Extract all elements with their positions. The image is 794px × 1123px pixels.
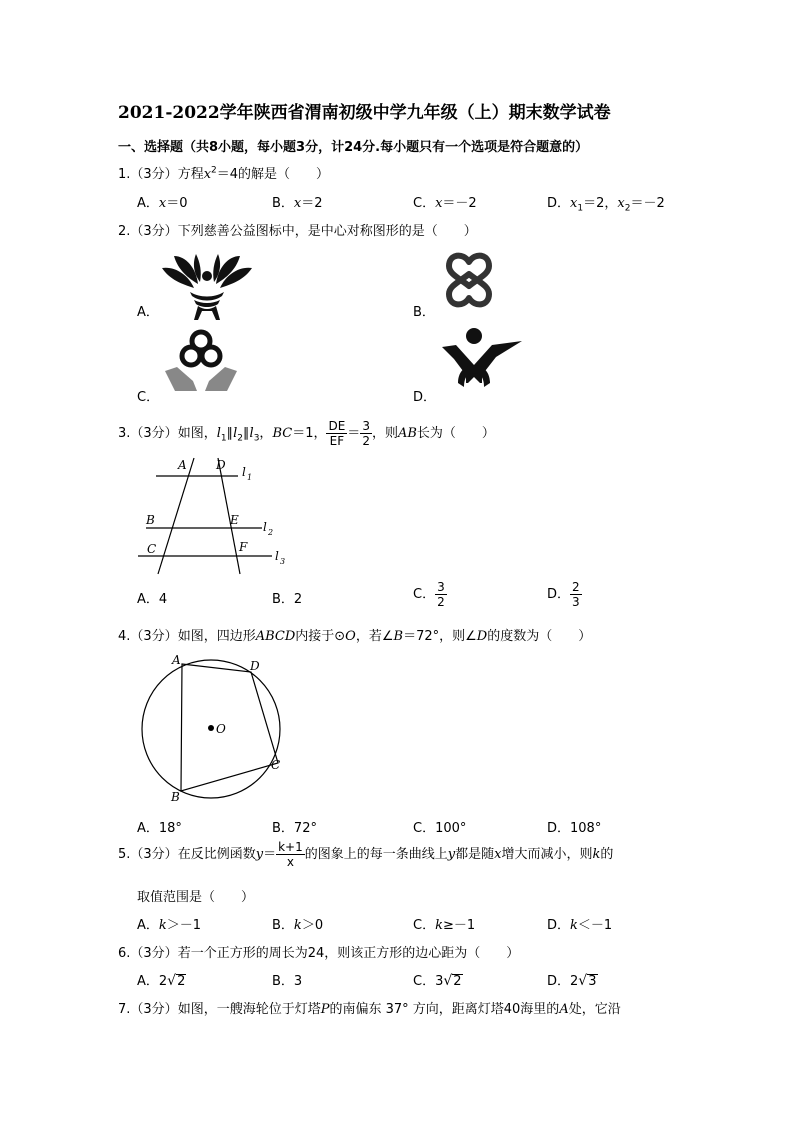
- question-text: 内接于⊙: [295, 629, 346, 644]
- option-d[interactable]: [547, 580, 582, 609]
- question-text: 如图，一艘海轮位于灯塔: [177, 1002, 321, 1017]
- subscript: 1: [577, 203, 584, 214]
- question-text: ＝4的解是（ ）: [216, 167, 330, 182]
- option-c[interactable]: C．100°: [413, 821, 467, 836]
- question-2: [118, 220, 477, 239]
- question-number: 4.: [118, 629, 131, 644]
- subscript: 3: [253, 433, 260, 444]
- question-points: （3分）: [130, 629, 178, 644]
- fraction-denominator: 2: [362, 434, 370, 448]
- point-label-f: F: [239, 540, 248, 554]
- option-a[interactable]: A．18°: [137, 821, 182, 836]
- option-text: ＝0: [166, 196, 188, 211]
- question-text: ，若∠: [355, 629, 394, 644]
- fraction: [570, 580, 582, 609]
- point-label-a: A: [172, 653, 181, 667]
- variable: O: [345, 629, 356, 644]
- question-3: [118, 419, 495, 448]
- variable: l: [249, 426, 254, 441]
- fraction-denominator: 2: [437, 595, 445, 609]
- question-text: 下列慈善公益图标中，是中心对称图形的是（ ）: [177, 224, 477, 239]
- subscript: 2: [624, 203, 631, 214]
- fraction: [326, 419, 347, 448]
- fraction: [276, 840, 305, 869]
- variable: l: [216, 426, 221, 441]
- option-label: C．: [413, 196, 436, 211]
- variable: k: [592, 847, 601, 862]
- question-number: 7.: [118, 1002, 131, 1017]
- variable: x: [435, 196, 443, 211]
- point-label-d: D: [250, 659, 260, 673]
- question-text: ＝1，: [292, 426, 327, 441]
- point-label-d: D: [216, 458, 226, 472]
- page-title: 2021-2022学年陕西省渭南初级中学九年级（上）期末数学试卷: [118, 103, 611, 123]
- fraction-numerator: 3: [437, 580, 445, 594]
- option-b[interactable]: B．72°: [272, 821, 317, 836]
- question-text: 增大而减小，则: [501, 847, 593, 862]
- equals-sign: ＝: [263, 847, 277, 862]
- question-text: 的度数为（ ）: [487, 629, 592, 644]
- variable: k: [435, 918, 443, 933]
- question-text: 方程: [177, 167, 204, 182]
- option-label: B．: [272, 918, 294, 933]
- interlocking-hearts-icon: [437, 248, 501, 312]
- point-label-c: C: [271, 758, 281, 772]
- option-b[interactable]: B．3: [272, 974, 303, 989]
- option-c[interactable]: [413, 914, 475, 933]
- option-d[interactable]: D．: [413, 390, 437, 405]
- person-figure-icon: [440, 327, 524, 393]
- option-text: ＜－1: [577, 918, 613, 933]
- option-label: A．: [137, 918, 159, 933]
- radical-symbol: √: [167, 973, 177, 989]
- line-label-subscript: 3: [280, 557, 286, 566]
- question-points: （3分）: [130, 224, 178, 239]
- line-label-l3: l: [275, 549, 279, 563]
- variable: P: [320, 1002, 330, 1017]
- variable: x: [293, 196, 302, 211]
- question-text: 的图象上的每一条曲线上: [304, 847, 448, 862]
- option-c[interactable]: [413, 192, 477, 211]
- question-text: 若一个正方形的周长为24，则该正方形的边心距为（ ）: [177, 946, 520, 961]
- point-label-c: C: [147, 542, 157, 556]
- option-text: ＝2，: [583, 196, 618, 211]
- line-label-l1: l: [242, 465, 246, 479]
- variable: A: [559, 1002, 569, 1017]
- question-points: （3分）: [130, 847, 178, 862]
- question-number: 2.: [118, 224, 131, 239]
- option-label: D．: [547, 918, 571, 933]
- question-text: 的: [600, 847, 614, 862]
- radical-symbol: √: [578, 973, 588, 989]
- fraction: [435, 580, 447, 609]
- line-label-l2: l: [263, 520, 267, 534]
- option-b[interactable]: B．2: [272, 592, 303, 607]
- point-label-b: B: [146, 513, 155, 527]
- option-text: ＝2: [301, 196, 323, 211]
- option-text: ＝－2: [630, 196, 665, 211]
- question-1: [118, 163, 329, 182]
- variable: AB: [397, 426, 417, 441]
- question-text: 的南偏东 37° 方向，距离灯塔40海里的: [329, 1002, 560, 1017]
- option-d[interactable]: [547, 192, 665, 214]
- option-text: ＝－2: [442, 196, 477, 211]
- radicand: 3: [588, 974, 597, 989]
- question-6: [118, 942, 519, 961]
- subscript: 1: [220, 433, 227, 444]
- option-text: ≥－1: [442, 918, 476, 933]
- fraction-denominator: EF: [329, 434, 345, 448]
- question-number: 5.: [118, 847, 131, 862]
- subscript: 2: [237, 433, 244, 444]
- question-number: 1.: [118, 167, 131, 182]
- variable: l: [233, 426, 238, 441]
- parallel-lines-figure: [132, 454, 292, 576]
- variable: x: [203, 167, 212, 182]
- option-label: C．3: [413, 974, 444, 989]
- option-a[interactable]: [137, 192, 188, 211]
- option-a[interactable]: [137, 970, 186, 989]
- radical-symbol: √: [443, 973, 453, 989]
- question-text: 处，它沿: [568, 1002, 621, 1017]
- variable: B: [393, 629, 404, 644]
- radicand: 2: [453, 974, 462, 989]
- hands-trefoil-icon: [163, 327, 239, 393]
- point-label-a: A: [178, 458, 187, 472]
- option-label: D．: [547, 196, 571, 211]
- fraction-denominator: x: [286, 855, 294, 869]
- variable: x: [158, 196, 167, 211]
- fraction: [360, 419, 372, 448]
- option-c[interactable]: C．: [137, 390, 160, 405]
- section-heading: 一、选择题（共8小题，每小题3分，计24分.每小题只有一个选项是符合题意的）: [118, 140, 589, 155]
- variable: x: [570, 196, 578, 211]
- question-points: （3分）: [130, 1002, 178, 1017]
- point-label-e: E: [230, 513, 239, 527]
- question-text: ，则: [371, 426, 398, 441]
- question-7: [118, 998, 621, 1017]
- option-b[interactable]: [272, 192, 323, 211]
- variable: y: [255, 847, 264, 862]
- option-d[interactable]: D．108°: [547, 821, 602, 836]
- variable: D: [476, 629, 488, 644]
- option-a[interactable]: A．4: [137, 592, 168, 607]
- question-text: 都是随: [455, 847, 495, 862]
- question-points: （3分）: [130, 426, 178, 441]
- inscribed-quadrilateral-figure: [132, 650, 292, 808]
- fraction-numerator: DE: [328, 419, 346, 433]
- variable: ABCD: [255, 629, 296, 644]
- radicand: 2: [177, 974, 186, 989]
- variable: BC: [272, 426, 293, 441]
- question-points: （3分）: [130, 946, 178, 961]
- question-5-continued: 取值范围是（ ）: [137, 890, 255, 905]
- fraction-numerator: 2: [572, 580, 580, 594]
- point-label-b: B: [171, 790, 180, 804]
- question-text: 如图，: [177, 426, 217, 441]
- variable: k: [158, 918, 167, 933]
- option-c[interactable]: [413, 970, 463, 989]
- variable: k: [570, 918, 578, 933]
- question-5: [118, 840, 613, 869]
- variable: x: [617, 196, 625, 211]
- option-b[interactable]: [272, 914, 323, 933]
- question-text: ，: [259, 426, 273, 441]
- option-d[interactable]: [547, 914, 612, 933]
- option-label: D．: [547, 587, 571, 602]
- variable: k: [293, 918, 302, 933]
- fraction-numerator: k+1: [278, 840, 303, 854]
- question-text: 长为（ ）: [416, 426, 495, 441]
- question-number: 6.: [118, 946, 131, 961]
- equals-sign: ＝: [347, 426, 361, 441]
- option-label: C．: [413, 587, 436, 602]
- option-label: A．2: [137, 974, 168, 989]
- option-label: A．: [137, 196, 159, 211]
- option-d[interactable]: [547, 970, 598, 989]
- question-points: （3分）: [130, 167, 178, 182]
- option-text: ＞0: [301, 918, 324, 933]
- parallel-symbol: ∥: [243, 426, 250, 441]
- variable: y: [447, 847, 456, 862]
- line-label-subscript: 2: [268, 528, 274, 537]
- question-4: [118, 625, 591, 644]
- charity-lotus-icon: [160, 248, 254, 322]
- question-text: 在反比例函数: [177, 847, 256, 862]
- option-a[interactable]: A．: [137, 305, 159, 320]
- option-label: D．2: [547, 974, 579, 989]
- variable: x: [494, 847, 502, 862]
- exponent: 2: [211, 165, 217, 176]
- parallel-symbol: ∥: [226, 426, 234, 441]
- option-text: ＞－1: [166, 918, 202, 933]
- line-label-subscript: 1: [247, 473, 253, 482]
- fraction-denominator: 3: [572, 595, 580, 609]
- option-label: B．: [272, 196, 294, 211]
- question-text: ＝72°，则∠: [403, 629, 477, 644]
- option-a[interactable]: [137, 914, 201, 933]
- fraction-numerator: 3: [362, 419, 370, 433]
- question-text: 如图，四边形: [177, 629, 256, 644]
- option-label: C．: [413, 918, 436, 933]
- center-label-o: O: [216, 722, 226, 736]
- option-c[interactable]: [413, 580, 447, 609]
- question-number: 3.: [118, 426, 131, 441]
- option-b[interactable]: B．: [413, 305, 435, 320]
